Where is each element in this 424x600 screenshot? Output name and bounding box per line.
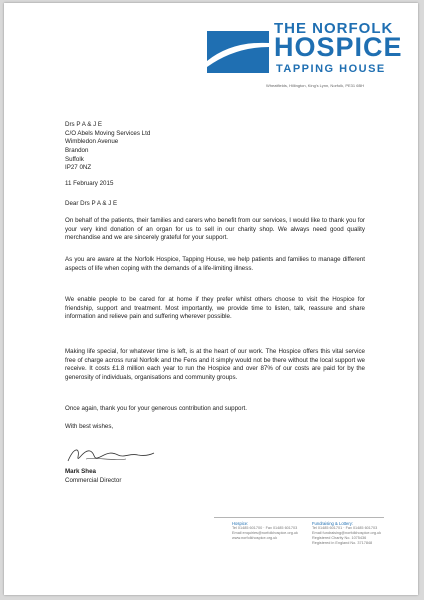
footer-line: Registered in England No. 3717848 (312, 541, 373, 545)
footer-line: Tel 01485 601701 · Fax 01485 601703 (312, 526, 378, 530)
recipient-line: Brandon (65, 147, 89, 155)
footer-line: Tel 01485 601700 · Fax 01485 601703 (232, 526, 298, 530)
signer-name: Mark Shea (65, 468, 96, 475)
body-paragraph: As you are aware at the Norfolk Hospice, Tapping House, we help patients and families to manage different aspects of life when coping with the demands of a life-limiting illness. (65, 256, 365, 272)
footer-line: Email enquiries@norfolkhospice.org.uk (232, 531, 298, 535)
salutation: Dear Drs P A & J E (65, 200, 118, 207)
recipient-address (65, 121, 245, 173)
letter-date: 11 February 2015 (65, 180, 114, 187)
recipient-line: Drs P A & J E (65, 121, 103, 128)
body-paragraph: Once again, thank you for your generous contribution and support. (65, 405, 247, 412)
logo-text-line3: TAPPING HOUSE (276, 63, 386, 75)
handwritten-signature-icon (66, 443, 156, 467)
footer-divider (214, 517, 384, 518)
footer-line: Registered Charity No. 1075436 (312, 536, 367, 540)
footer-heading: Hospice: (232, 521, 249, 526)
recipient-line: IP27 0NZ (65, 164, 92, 172)
body-paragraph: We enable people to be cared for at home if they prefer whilst others choose to visit the Hospice for friendship, support and treatment. Most importantly, we provide time to listen, talk, reassure and share information and relieve pain and suffering wherever possible. (65, 296, 365, 321)
hospice-address: Wheatfields, Hillington, King's Lynn, Norfolk, PE31 6BH (266, 83, 364, 88)
letter-page (4, 3, 418, 595)
recipient-line: Wimbledon Avenue (65, 138, 119, 146)
signer-title: Commercial Director (65, 477, 122, 484)
recipient-line: C/O Abels Moving Services Ltd (65, 129, 151, 137)
footer-fundraising-contact (312, 521, 390, 546)
logo-text-line1: THE NORFOLK (274, 20, 394, 37)
logo-text-line2: HOSPICE (274, 32, 403, 62)
logo-swoosh-icon (207, 31, 269, 73)
hospice-logo-mark (207, 31, 269, 73)
closing-line: With best wishes, (65, 423, 114, 430)
footer-heading: Fundraising & Lottery: (312, 521, 353, 526)
body-paragraph: On behalf of the patients, their families and carers who benefit from our services, I would like to thank you for your very kind donation of an organ for us to sell in our charity shop. We always need good quality merchandise and we are sincerely grateful for your support. (65, 217, 365, 242)
body-paragraph: Making life special, for whatever time is left, is at the heart of our work. The Hospice offers this vital service free of charge across rural Norfolk and the Fens and it simply would not be there without the local support we receive. It costs £1.8 million each year to run the Hospice and over 87% of our costs are paid for by the generosity of individuals, organisations and community groups. (65, 348, 365, 381)
footer-hospice-contact (232, 521, 310, 541)
footer-line: www.norfolkhospice.org.uk (232, 536, 278, 540)
footer-line: Email fundraising@norfolkhospice.org.uk (312, 531, 382, 535)
recipient-line: Suffolk (65, 155, 84, 163)
